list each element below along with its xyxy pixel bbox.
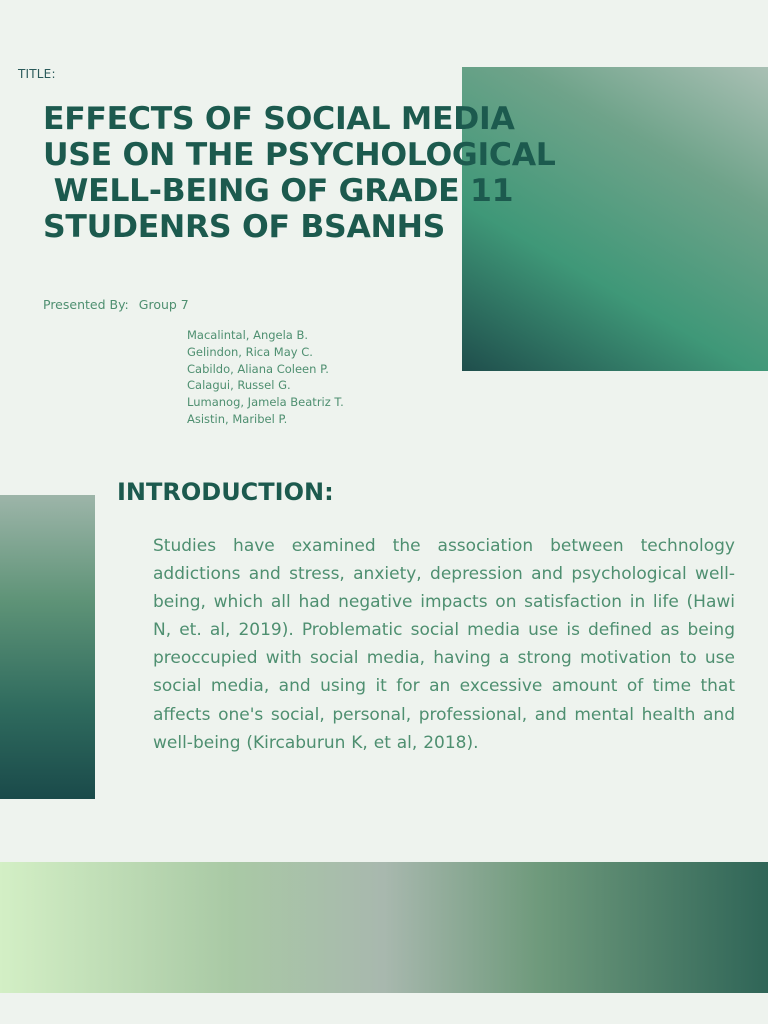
member-name: Macalintal, Angela B. (187, 328, 309, 342)
member-name: Lumanog, Jamela Beatriz T. (187, 395, 344, 410)
research-title-line: EFFECTS OF SOCIAL MEDIA (43, 101, 515, 137)
member-list (187, 327, 344, 428)
presented-by (43, 297, 189, 312)
introduction-body: Studies have examined the association between technology addictions and stress, anxiety, depression and psychological well-being, which all had negative impacts on satisfaction in life (Hawi N, et. al, 2019). Problematic social media use is defined as being preoccupied with social media, having a strong motivation to use social media, and using it for an excessive amount of time that affects one's social, personal, professional, and mental health and well-being (Kircaburun K, et al, 2018). (153, 536, 735, 753)
research-title-line: USE ON THE PSYCHOLOGICAL (43, 137, 556, 173)
member-name: Calagui, Russel G. (187, 378, 291, 393)
decorative-gradient-block-left (0, 495, 95, 799)
research-title (43, 101, 683, 245)
group-name: Group 7 (138, 297, 189, 312)
research-title-line: WELL-BEING OF GRADE 11 (43, 173, 514, 209)
member-name: Asistin, Maribel P. (187, 411, 288, 426)
member-name: Cabildo, Aliana Coleen P. (187, 361, 329, 376)
introduction-heading: INTRODUCTION: (117, 478, 334, 506)
research-title-line: STUDENRS OF BSANHS (43, 209, 446, 245)
presented-by-label: Presented By: (43, 297, 129, 312)
decorative-gradient-band-bottom (0, 862, 768, 993)
title-label: TITLE: (18, 67, 56, 81)
member-name: Gelindon, Rica May C. (187, 344, 313, 359)
